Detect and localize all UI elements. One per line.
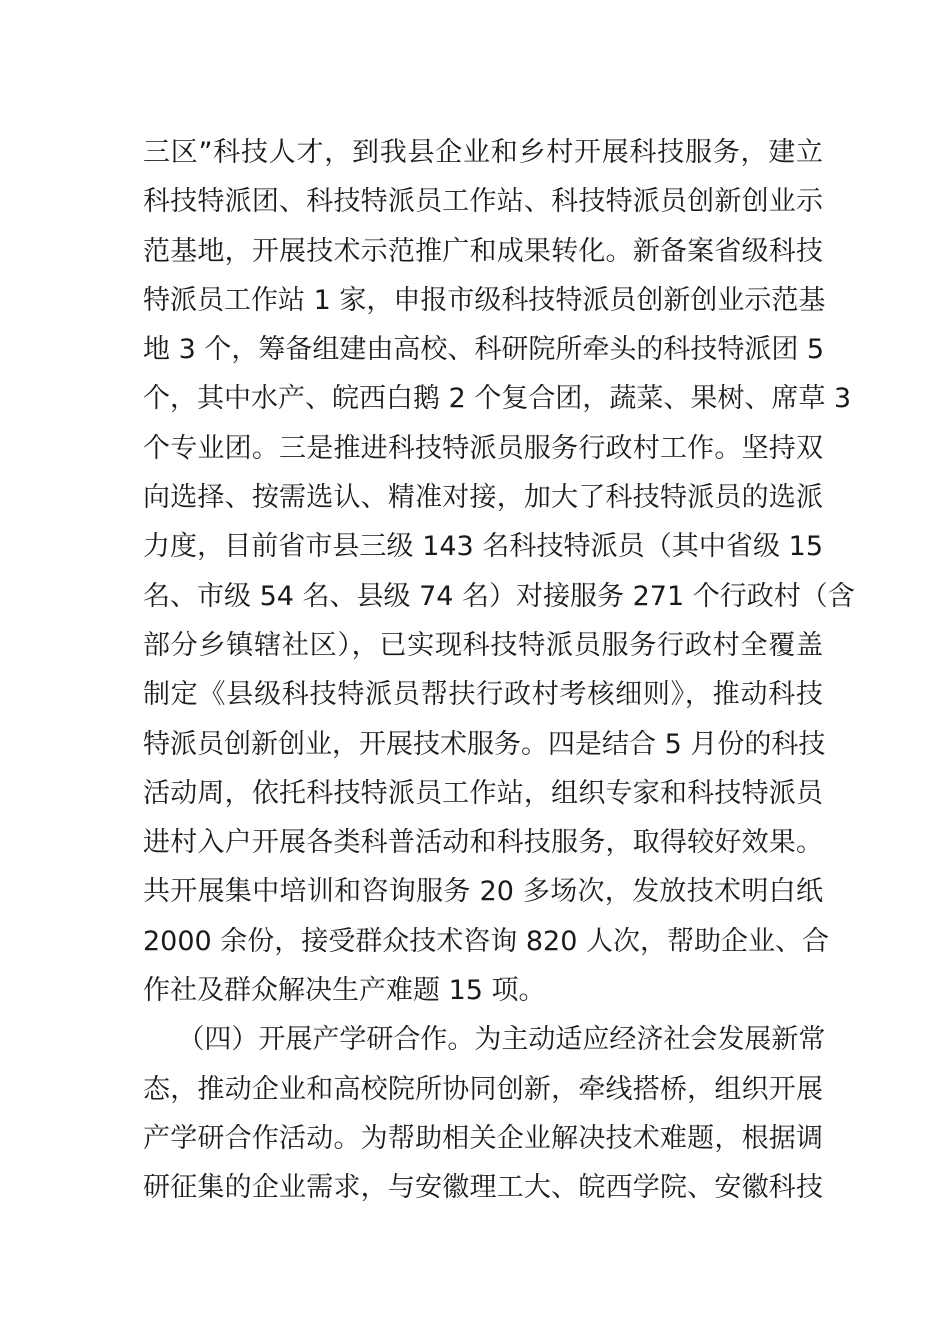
text-line: 特派员工作站 1 家，申报市级科技特派员创新创业示范基: [143, 284, 826, 316]
document-body: [143, 128, 855, 1213]
text-line: 共开展集中培训和咨询服务 20 多场次，发放技术明白纸: [143, 876, 823, 908]
text-line: 力度，目前省市县三级 143 名科技特派员（其中省级 15: [143, 531, 823, 563]
text-line: 进村入户开展各类科普活动和科技服务，取得较好效果。: [143, 827, 823, 859]
text-line: 制定《县级科技特派员帮扶行政村考核细则》，推动科技: [143, 679, 823, 711]
text-line-paragraph-end: 作社及群众解决生产难题 15 项。: [143, 975, 546, 1007]
text-line: 范基地，开展技术示范推广和成果转化。新备案省级科技: [143, 235, 823, 267]
text-line: 地 3 个，筹备组建由高校、科研院所牵头的科技特派团 5: [143, 334, 825, 366]
text-line: 研征集的企业需求，与安徽理工大、皖西学院、安徽科技: [143, 1172, 823, 1204]
text-line: 三区”科技人才，到我县企业和乡村开展科技服务，建立: [143, 137, 823, 168]
text-line: 个，其中水产、皖西白鹅 2 个复合团，蔬菜、果树、席草 3: [143, 383, 852, 415]
text-line: 态，推动企业和高校院所协同创新，牵线搭桥，组织开展: [143, 1073, 823, 1105]
text-line-paragraph-start: （四）开展产学研合作。为主动适应经济社会发展新常: [143, 1024, 826, 1056]
text-line: 向选择、按需选认、精准对接，加大了科技特派员的选派: [143, 482, 823, 514]
text-line: 特派员创新创业，开展技术服务。四是结合 5 月份的科技: [143, 728, 826, 760]
text-line: 产学研合作活动。为帮助相关企业解决技术难题，根据调: [143, 1122, 823, 1154]
text-line: 个专业团。三是推进科技特派员服务行政村工作。坚持双: [143, 432, 823, 464]
text-line: 2000 余份，接受群众技术咨询 820 人次，帮助企业、合: [143, 925, 829, 957]
text-line: 部分乡镇辖社区），已实现科技特派员服务行政村全覆盖: [143, 629, 823, 661]
text-line: 活动周，依托科技特派员工作站，组织专家和科技特派员: [143, 777, 823, 809]
text-line: 科技特派团、科技特派员工作站、科技特派员创新创业示: [143, 186, 823, 218]
text-line: 名、市级 54 名、县级 74 名）对接服务 271 个行政村（含: [143, 580, 855, 612]
